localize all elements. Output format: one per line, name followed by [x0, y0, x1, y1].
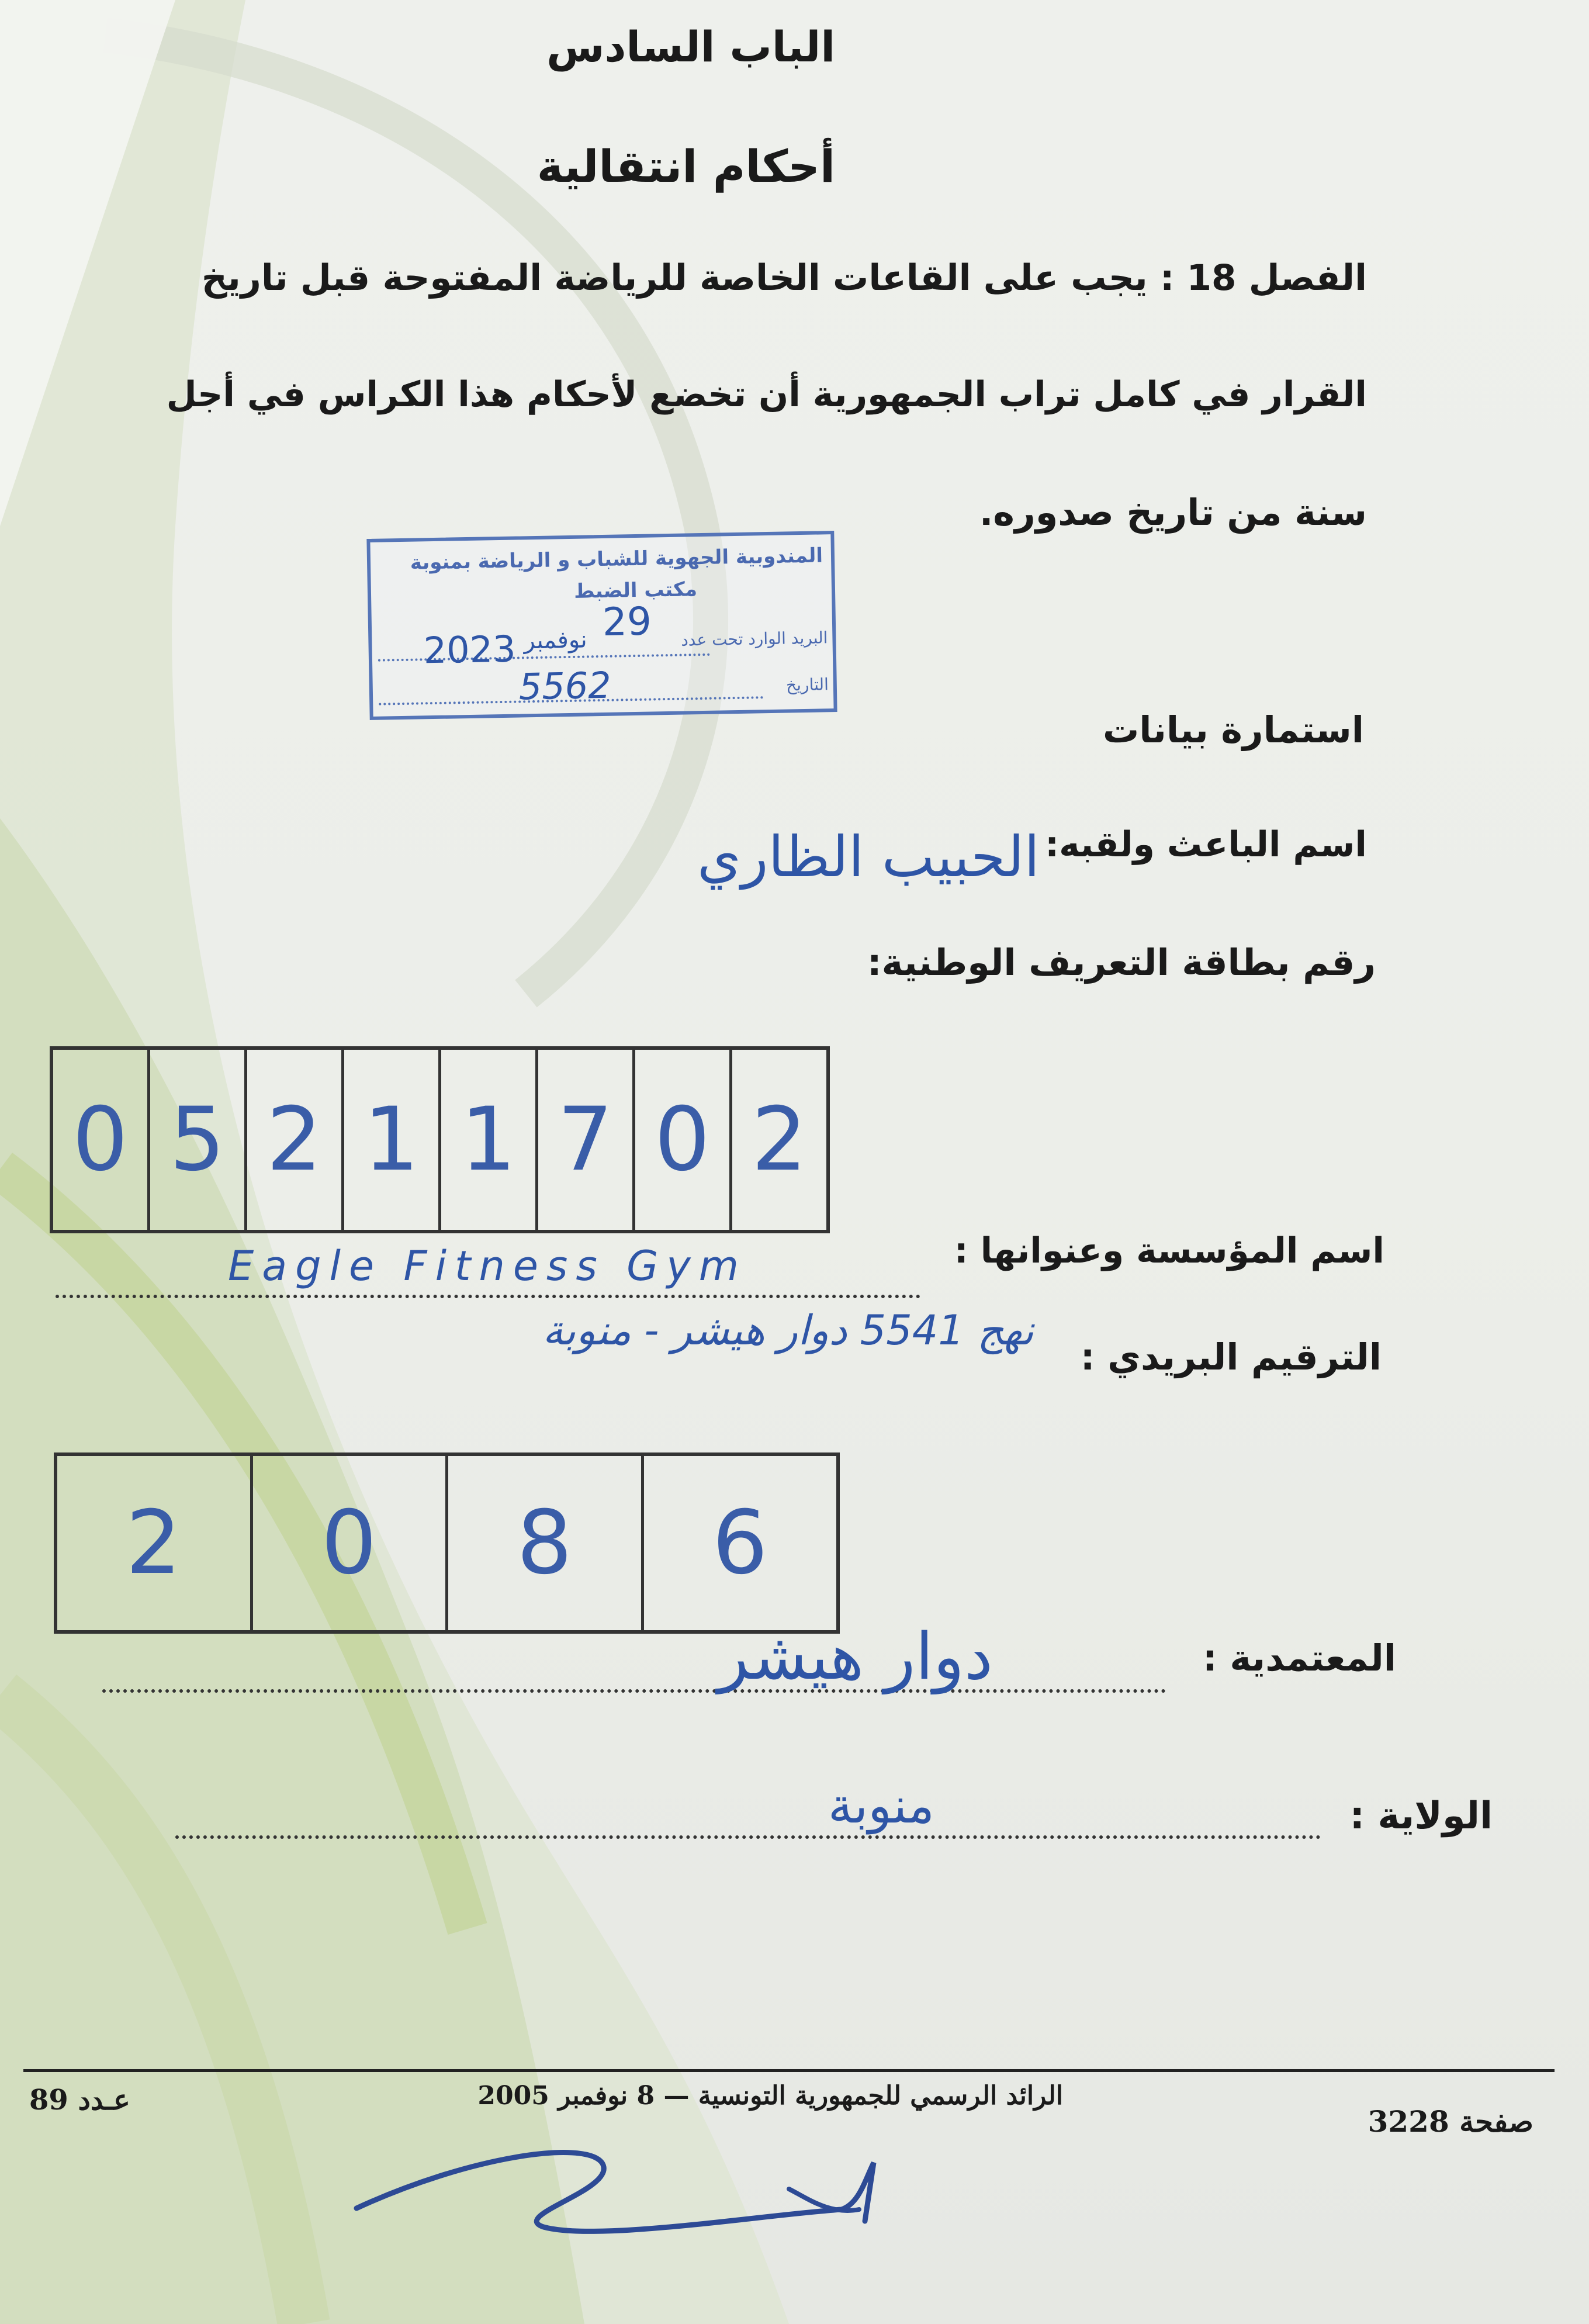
- chapter-title: الباب السادس: [546, 22, 835, 71]
- digit-cell: 2: [751, 1089, 808, 1191]
- stamp-year: 2023: [423, 627, 517, 672]
- postal-label: الترقيم البريدي :: [1080, 1336, 1382, 1378]
- digit-cell: 7: [538, 1050, 635, 1230]
- digit-cell: 0: [253, 1456, 449, 1630]
- stamp-number: 5562: [518, 663, 612, 708]
- article-line-3: سنة من تاريخ صدوره.: [979, 491, 1367, 534]
- digit-cell: 2: [247, 1050, 344, 1230]
- id-label: رقم بطاقة التعريف الوطنية:: [867, 941, 1376, 984]
- footer-journal-title: الرائد الرسمي للجمهورية التونسية — 8 نوفمبر 2005: [477, 2081, 1063, 2111]
- digit-cell: 0: [635, 1050, 732, 1230]
- registry-stamp: [366, 531, 837, 720]
- delegation-label: المعتمدية :: [1202, 1637, 1396, 1679]
- stamp-line-2: مكتب الضبط: [573, 577, 698, 603]
- article-line-1: الفصل 18 : يجب على القاعات الخاصة للرياضة المفتوحة قبل تاريخ: [201, 257, 1367, 299]
- name-value: الحبيب الظاري: [697, 824, 1040, 890]
- org-label: اسم المؤسسة وعنوانها :: [954, 1230, 1384, 1271]
- stamp-date-label: التاريخ: [785, 675, 829, 695]
- digit-cell: 8: [448, 1456, 644, 1630]
- digit-cell: 1: [344, 1050, 441, 1230]
- org-address: نهج 5541 دوار هيشر - منوبة: [542, 1306, 1034, 1354]
- footer-issue-number: عـدد 89: [29, 2084, 130, 2116]
- footer-rule: [23, 2069, 1555, 2072]
- id-digit-boxes: [50, 1046, 830, 1233]
- footer-page-number: صفحة 3228: [1368, 2104, 1533, 2139]
- digit-cell: 5: [150, 1050, 247, 1230]
- delegation-dotted-line: [102, 1689, 1166, 1693]
- digit-cell: 2: [57, 1456, 253, 1630]
- governorate-value: منوبة: [828, 1777, 934, 1834]
- postal-digit-boxes: [54, 1452, 840, 1634]
- stamp-day: 29: [602, 599, 652, 645]
- digit-cell: 0: [53, 1050, 150, 1230]
- org-dotted-line: [56, 1295, 920, 1298]
- name-label: اسم الباعث ولقبه:: [1045, 824, 1367, 865]
- org-value: Eagle Fitness Gym: [228, 1242, 747, 1290]
- stamp-line-1: المندوبية الجهوية للشباب و الرياضة بمنوبة: [410, 544, 823, 575]
- governorate-label: الولاية :: [1349, 1794, 1493, 1838]
- governorate-dotted-line: [175, 1835, 1321, 1839]
- digit-cell: 1: [441, 1050, 538, 1230]
- form-title: استمارة بيانات: [1103, 708, 1364, 751]
- article-line-2: القرار في كامل تراب الجمهورية أن تخضع لأحكام هذا الكراس في أجل: [166, 374, 1367, 415]
- section-title: أحكام انتقالية: [536, 140, 835, 192]
- stamp-mail-label: البريد الوارد تحت عدد: [680, 628, 828, 650]
- digit-cell: 6: [712, 1492, 768, 1594]
- stamp-month: نوفمبر: [524, 626, 588, 655]
- delegation-value: دوار هيشر: [718, 1619, 993, 1694]
